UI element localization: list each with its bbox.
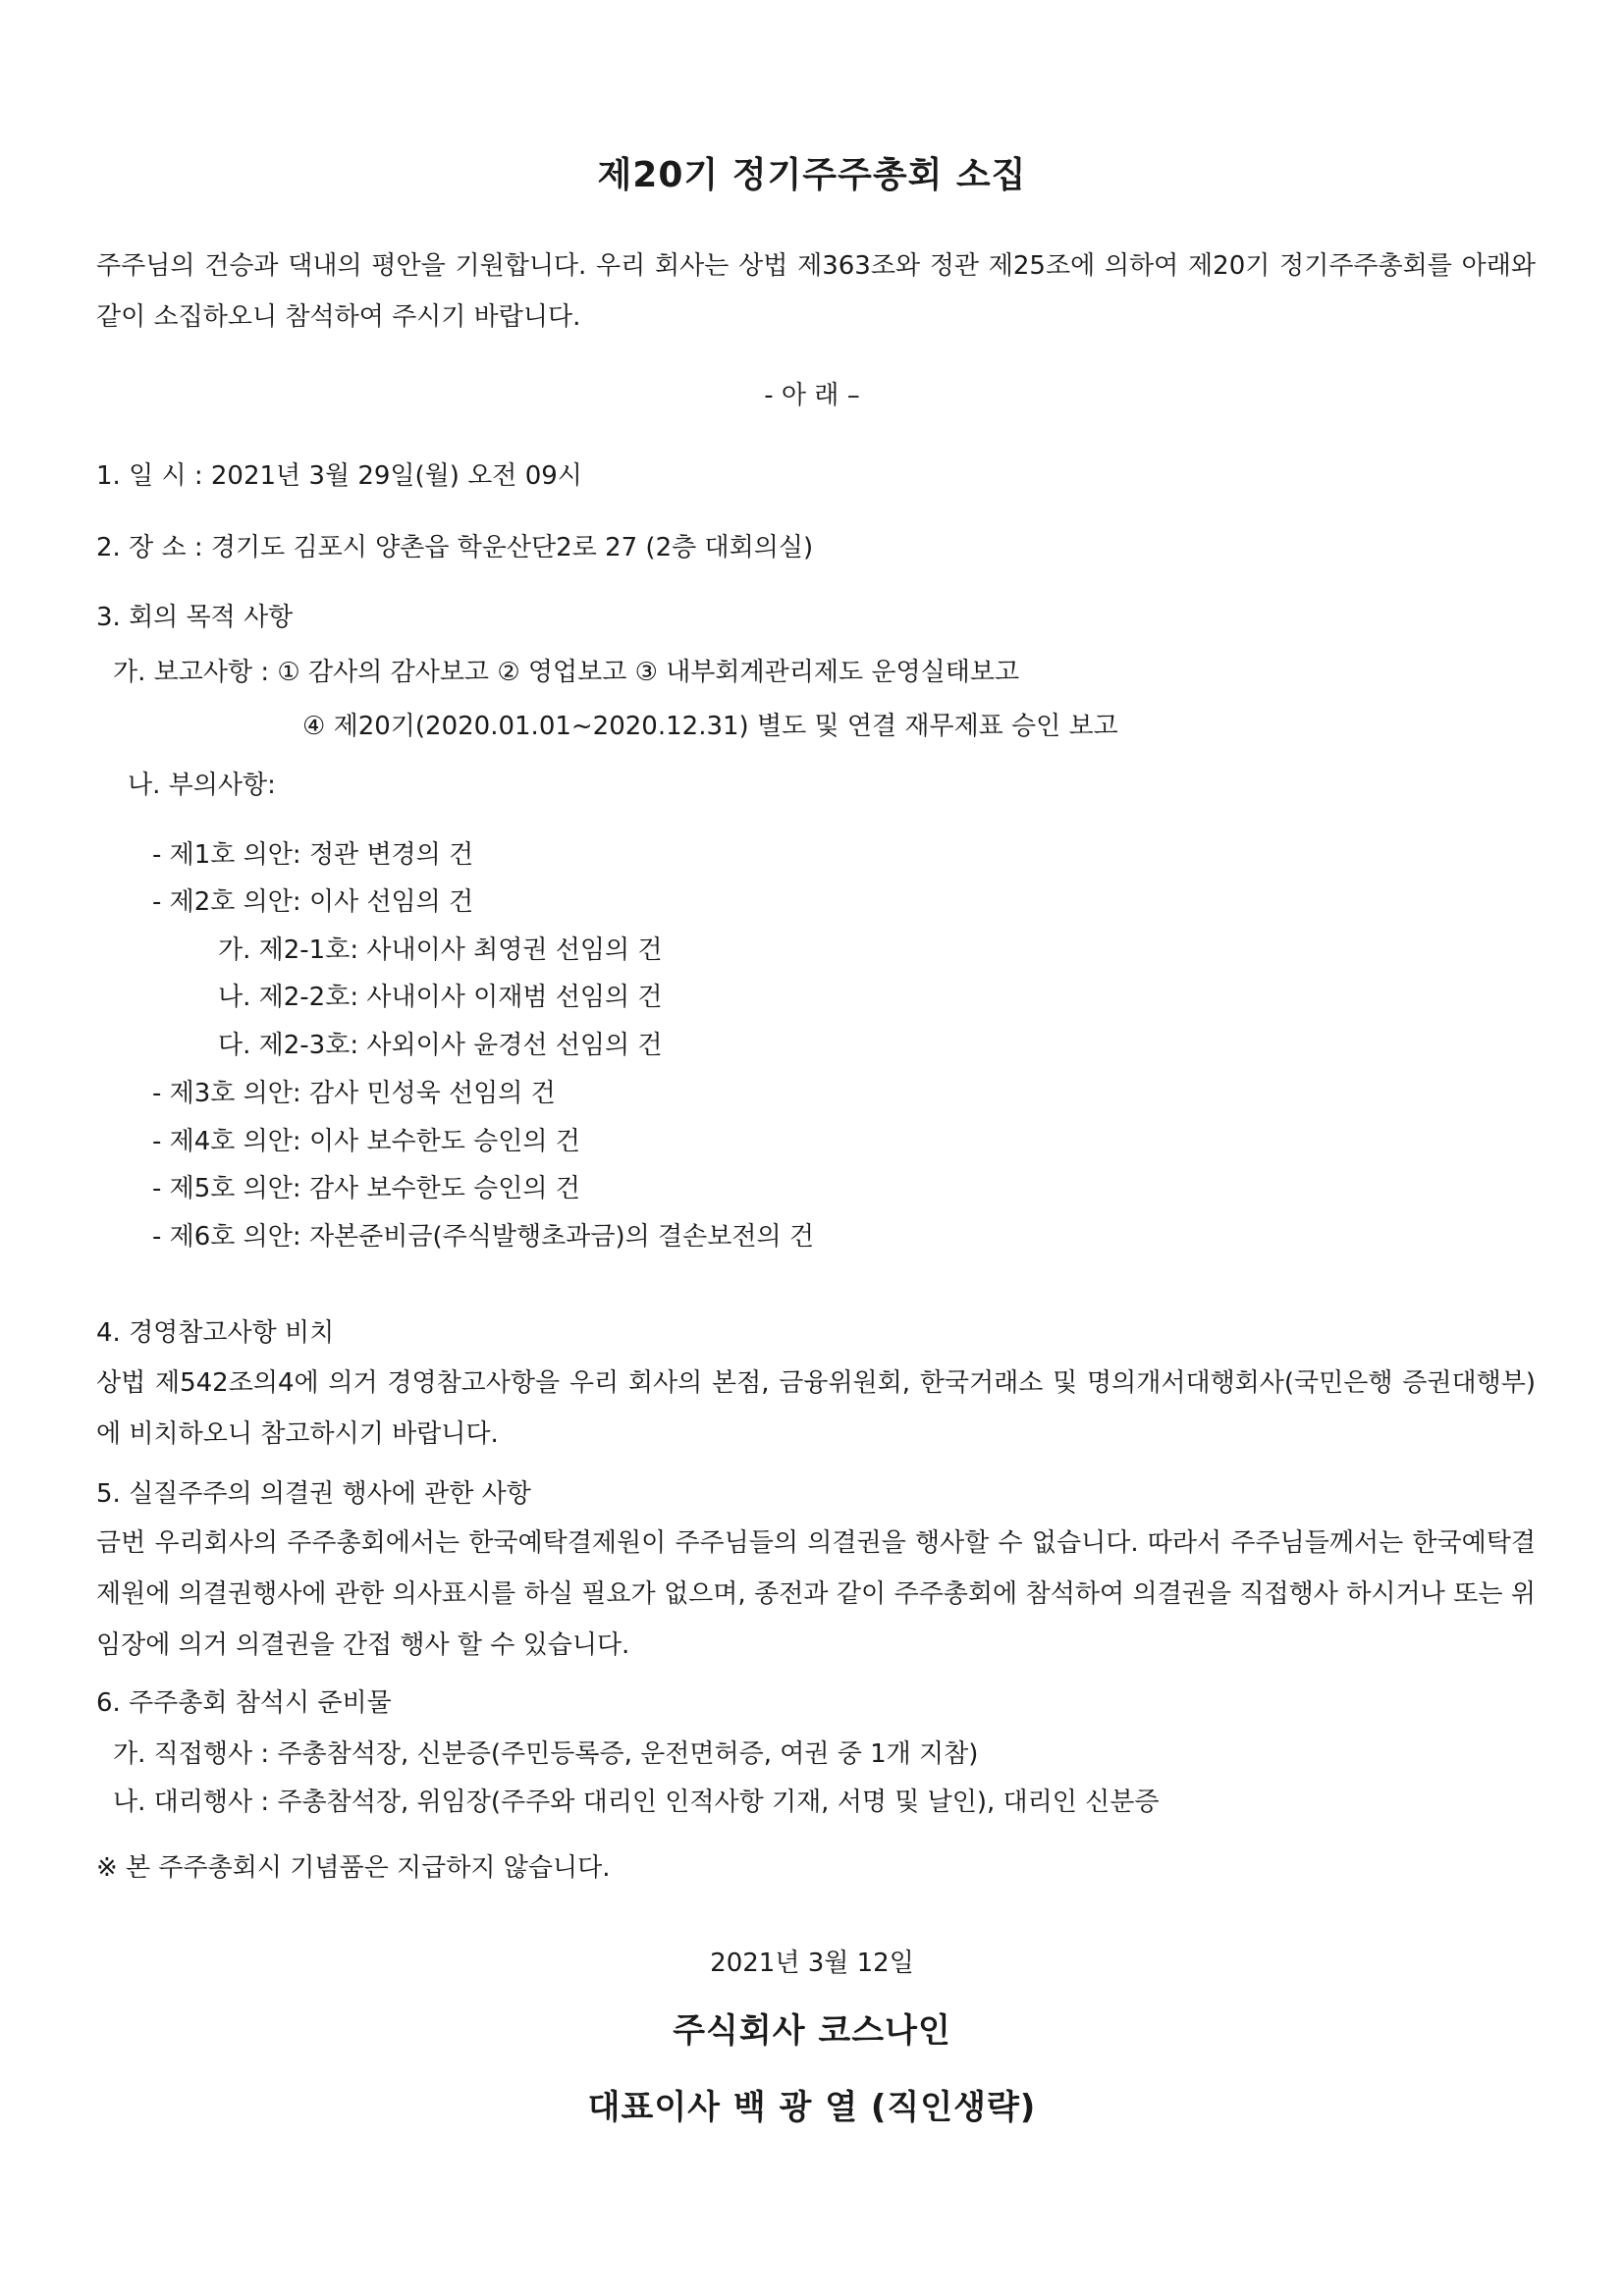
page-title: 제20기 정기주주총회 소집 — [597, 155, 1027, 195]
notice-heading: - 아 래 – — [764, 381, 860, 410]
resolution-subitem: 가. 제2-1호: 사내이사 최영권 선임의 건 — [218, 935, 663, 965]
intro-paragraph: 주주님의 건승과 댁내의 평안을 기원합니다. 우리 회사는 상법 제363조와 정관 제25조에 의하여 제20기 정기주주총회를 아래와 같이 소집하오니 참석하여 주시기 바랍니다. — [96, 251, 1536, 332]
voting-paragraph: 금번 우리회사의 주주총회에서는 한국예탁결제원이 주주님들의 의결권을 행사할 수 없습니다. 따라서 주주님들께서는 한국예탁결제원에 의결권행사에 관한 의사표시를 하실 필요가 없으며, 종전과 같이 주주총회에 참석하여 의결권을 직접행사 하시거나 또는 위임장에 의거 의결권을 간접 행사 할 수 있습니다. — [96, 1528, 1536, 1660]
notice-date: 2021년 3월 12일 — [710, 1949, 914, 1978]
resolution-heading: 나. 부의사항: — [128, 771, 276, 800]
reference-paragraph: 상법 제542조의4에 의거 경영참고사항을 우리 회사의 본점, 금융위원회, 한국거래소 및 명의개서대행회사(국민은행 증권대행부)에 비치하오니 참고하시기 바랍니다. — [96, 1368, 1536, 1449]
prep-direct: 가. 직접행사 : 주총참석장, 신분증(주민등록증, 운전면허증, 여권 중 1개 지참) — [113, 1739, 979, 1769]
ceo-name: 대표이사 백 광 열 (직인생략) — [587, 2088, 1037, 2127]
prep-proxy: 나. 대리행사 : 주총참석장, 위임장(주주와 대리인 인적사항 기재, 서명 및 날인), 대리인 신분증 — [113, 1788, 1160, 1817]
agenda-heading: 3. 회의 목적 사항 — [96, 603, 294, 632]
resolution-subitem: 나. 제2-2호: 사내이사 이재범 선임의 건 — [218, 983, 663, 1012]
resolution-item: - 제4호 의안: 이사 보수한도 승인의 건 — [152, 1127, 580, 1156]
resolution-item: - 제6호 의안: 자본준비금(주식발행초과금)의 결손보전의 건 — [152, 1222, 814, 1252]
item-datetime: 1. 일 시 : 2021년 3월 29일(월) 오전 09시 — [96, 461, 582, 491]
prep-heading: 6. 주주총회 참석시 준비물 — [96, 1688, 392, 1718]
item-place: 2. 장 소 : 경기도 김포시 양촌읍 학운산단2로 27 (2층 대회의실) — [96, 533, 814, 562]
company-name: 주식회사 코스나인 — [673, 2011, 951, 2051]
resolution-item: - 제1호 의안: 정관 변경의 건 — [152, 840, 474, 870]
resolution-subitem: 다. 제2-3호: 사외이사 윤경선 선임의 건 — [218, 1031, 663, 1060]
resolution-item: - 제5호 의안: 감사 보수한도 승인의 건 — [152, 1174, 580, 1203]
report-items-line1: 가. 보고사항 : ① 감사의 감사보고 ② 영업보고 ③ 내부회계관리제도 운영실태보고 — [113, 658, 1020, 687]
resolution-item: - 제3호 의안: 감사 민성욱 선임의 건 — [152, 1079, 556, 1108]
gift-note: ※ 본 주주총회시 기념품은 지급하지 않습니다. — [96, 1853, 611, 1883]
voting-heading: 5. 실질주주의 의결권 행사에 관한 사항 — [96, 1479, 531, 1509]
reference-heading: 4. 경영참고사항 비치 — [96, 1318, 335, 1348]
report-items-line2: ④ 제20기(2020.01.01~2020.12.31) 별도 및 연결 재무제표 승인 보고 — [302, 712, 1118, 741]
resolution-item: - 제2호 의안: 이사 선임의 건 — [152, 887, 474, 917]
